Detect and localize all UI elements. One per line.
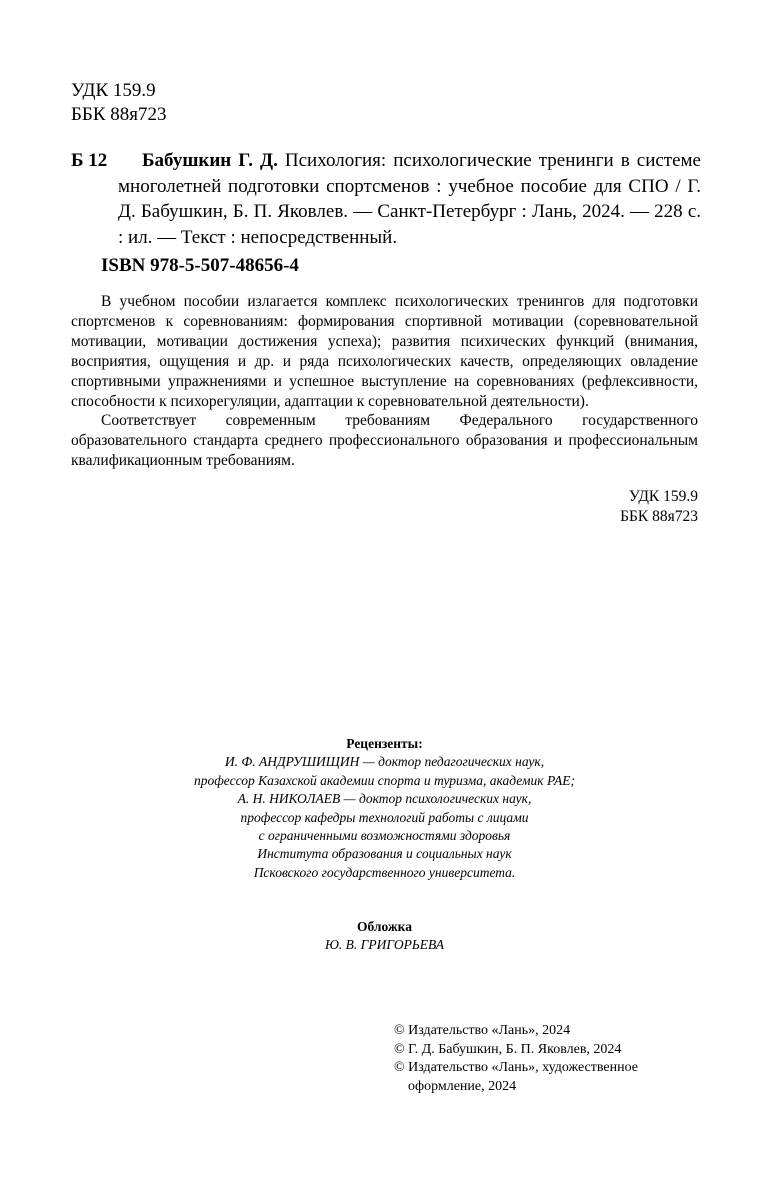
author-cipher: Б 12 bbox=[71, 150, 108, 171]
classification-codes-top bbox=[71, 79, 166, 127]
classification-codes-right bbox=[620, 487, 698, 526]
author-name: Бабушкин Г. Д. bbox=[142, 150, 278, 171]
cover-designer: Ю. В. ГРИГОРЬЕВА bbox=[324, 937, 445, 953]
annotation bbox=[71, 292, 698, 471]
bibliographic-description bbox=[118, 148, 701, 250]
reviewer-line: И. Ф. АНДРУШИЩИН — доктор педагогических наук, bbox=[224, 754, 545, 770]
reviewer-line: Псковского государственного университета. bbox=[253, 864, 516, 880]
annotation-paragraph-1: В учебном пособии излагается комплекс психологических тренингов для подготовки спортсменов к соревнованиям: формирования спортивной мотивации (соревновательной мотивации, мотивации достижения успеха); развития психических функций (внимания, восприятия, ощущения и др. и ряда психологических качеств, определяющих овладение спортивными упражнениями и успешное выступление на соревнованиях (рефлексивности, способности к психорегуляции, адаптации к соревновательной деятельности). bbox=[71, 293, 698, 410]
copyright-line: © Г. Д. Бабушкин, Б. П. Яковлев, 2024 bbox=[394, 1041, 622, 1057]
copyright-line: оформление, 2024 bbox=[408, 1078, 517, 1094]
cover-heading: Обложка bbox=[356, 919, 412, 934]
reviewer-line: Института образования и социальных наук bbox=[257, 846, 512, 862]
udk-code-right: УДК 159.9 bbox=[628, 488, 698, 505]
bbk-code: ББК 88я723 bbox=[71, 104, 167, 125]
bbk-code-right: ББК 88я723 bbox=[620, 507, 698, 525]
reviewer-line: профессор Казахской академии спорта и туризма, академик РАЕ; bbox=[193, 772, 576, 788]
annotation-paragraph-2: Соответствует современным требованиям Федерального государственного образовательного стандарта среднего профессионального образования и профессиональным квалификационным требованиям. bbox=[71, 412, 698, 470]
reviewer-line: профессор кафедры технологий работы с лицами bbox=[240, 809, 529, 825]
reviewer-line: с ограниченными возможностями здоровья bbox=[258, 828, 511, 844]
cover-credit bbox=[0, 918, 769, 955]
udk-code: УДК 159.9 bbox=[71, 80, 156, 101]
reviewers-heading: Рецензенты: bbox=[346, 736, 423, 751]
isbn: ISBN 978-5-507-48656-4 bbox=[101, 255, 299, 276]
copyright-line: © Издательство «Лань», художественное bbox=[394, 1060, 638, 1076]
copyright-line: © Издательство «Лань», 2024 bbox=[394, 1023, 571, 1038]
reviewer-line: А. Н. НИКОЛАЕВ — доктор психологических наук, bbox=[237, 791, 532, 807]
copyright-block bbox=[394, 1022, 638, 1096]
reviewers-block bbox=[0, 735, 769, 882]
bibliographic-details: Психология: психологические тренинги в системе многолетней подготовки спортсменов : учебное пособие для СПО / Г. Д. Бабушкин, Б. П. Яковлев. — Санкт-Петербург : Лань, 2024. — 228 с. : ил. — Текст : непосредственный. bbox=[118, 150, 701, 248]
bibliographic-record bbox=[71, 148, 701, 250]
